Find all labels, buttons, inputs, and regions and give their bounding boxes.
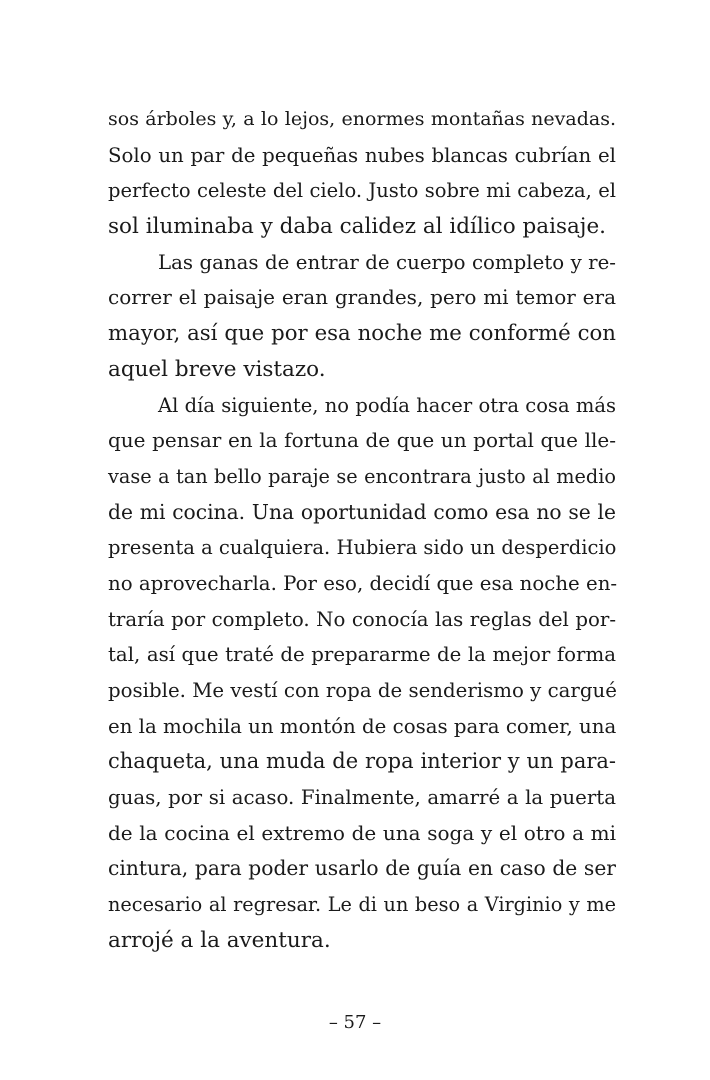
body-text <box>108 102 616 959</box>
text-line: guas, por si acaso. Finalmente, amarré a la puerta <box>108 786 616 810</box>
text-line: sol iluminaba y daba calidez al idílico paisaje. <box>108 214 607 240</box>
text-line: posible. Me vestí con ropa de senderismo y cargué <box>108 679 617 702</box>
text-line: correr el paisaje eran grandes, pero mi temor era <box>108 285 616 310</box>
text-line: cintura, para poder usarlo de guía en caso de ser <box>108 856 616 881</box>
text-line: necesario al regresar. Le di un beso a Virginio y me <box>108 893 616 917</box>
text-line: Las ganas de entrar de cuerpo completo y re- <box>158 250 616 274</box>
text-line: en la mochila un montón de cosas para comer, una <box>108 714 617 738</box>
text-line: traría por completo. No conocía las reglas del por- <box>108 607 616 631</box>
text-line: tal, así que traté de prepararme de la mejor forma <box>108 643 616 667</box>
text-line: Solo un par de pequeñas nubes blancas cubrían el <box>108 143 616 167</box>
page-number: – 57 – <box>328 1012 382 1033</box>
text-line: mayor, así que por esa noche me conformé con <box>108 321 616 347</box>
text-line: de la cocina el extremo de una soga y el otro a mi <box>108 820 616 845</box>
text-line: chaqueta, una muda de ropa interior y un para- <box>108 749 616 774</box>
text-line: no aprovecharla. Por eso, decidí que esa noche en- <box>108 571 618 595</box>
text-line: que pensar en la fortuna de que un portal que lle- <box>108 428 616 453</box>
text-line: arrojé a la aventura. <box>108 927 331 953</box>
text-line: Al día siguiente, no podía hacer otra cosa más <box>158 393 616 417</box>
text-line: sos árboles y, a lo lejos, enormes montañas nevadas. <box>108 108 616 130</box>
text-line: perfecto celeste del cielo. Justo sobre mi cabeza, el <box>108 179 616 203</box>
text-line: vase a tan bello paraje se encontrara justo al medio <box>108 464 616 488</box>
text-line: aquel breve vistazo. <box>108 356 326 382</box>
text-line: presenta a cualquiera. Hubiera sido un desperdicio <box>108 536 617 560</box>
text-line: de mi cocina. Una oportunidad como esa no se le <box>108 499 616 524</box>
